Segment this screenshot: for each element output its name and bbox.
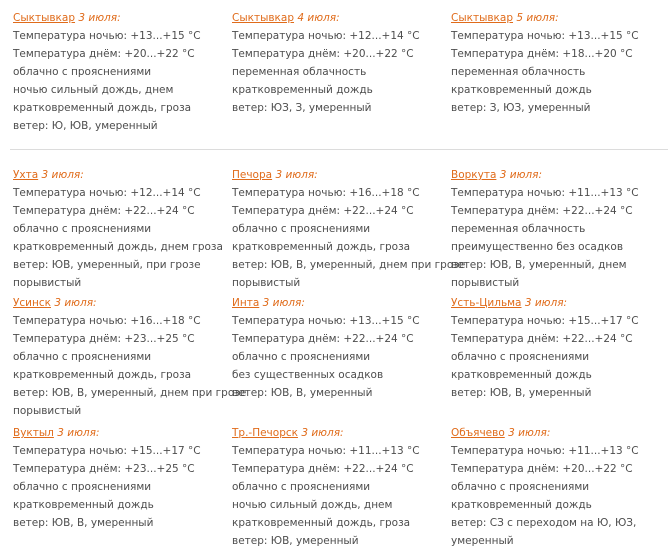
wind: ветер: ЮВ, В, умеренный, днем — [451, 259, 627, 271]
forecast-tr-pechorsk — [232, 424, 450, 550]
forecast-pechora — [232, 166, 466, 292]
precipitation: кратковременный дождь — [451, 84, 592, 96]
city-link[interactable]: Усинск — [13, 297, 51, 309]
section-divider — [10, 149, 668, 150]
wind-cont: порывистый — [451, 277, 520, 289]
precipitation: кратковременный дождь — [232, 84, 373, 96]
day-temperature: Температура днём: +23...+25 °C — [13, 333, 195, 345]
wind: ветер: СЗ с переходом на Ю, ЮЗ, — [451, 517, 637, 529]
sky-condition: облачно с прояснениями — [13, 351, 152, 363]
city-link[interactable]: Усть-Цильма — [451, 297, 522, 309]
sky-condition: облачно с прояснениями — [232, 351, 371, 363]
day-temperature: Температура днём: +22...+24 °C — [451, 205, 633, 217]
night-temperature: Температура ночью: +12...+14 °C — [13, 187, 201, 199]
night-temperature: Температура ночью: +11...+13 °C — [451, 445, 639, 457]
precipitation: кратковременный дождь, днем гроза — [13, 241, 223, 253]
precipitation: преимущественно без осадков — [451, 241, 624, 253]
night-temperature: Температура ночью: +11...+13 °C — [451, 187, 639, 199]
forecast-date: 3 июля: — [499, 169, 542, 181]
forecast-ukhta — [13, 166, 231, 292]
precipitation-cont: кратковременный дождь, гроза — [232, 517, 411, 529]
forecast-vorkuta — [451, 166, 669, 292]
forecast-date: 3 июля: — [41, 169, 84, 181]
precipitation-cont: кратковременный дождь, гроза — [13, 102, 192, 114]
day-temperature: Температура днём: +20...+22 °C — [451, 463, 633, 475]
wind: ветер: ЮВ, умеренный, при грозе — [13, 259, 201, 271]
forecast-vuktyl — [13, 424, 231, 532]
sky-condition: облачно с прояснениями — [13, 223, 152, 235]
sky-condition: облачно с прояснениями — [451, 351, 590, 363]
night-temperature: Температура ночью: +15...+17 °C — [13, 445, 201, 457]
forecast-date: 5 июля: — [516, 12, 559, 24]
sky-condition: облачно с прояснениями — [232, 481, 371, 493]
city-link[interactable]: Инта — [232, 297, 260, 309]
forecast-inta — [232, 294, 450, 402]
precipitation: кратковременный дождь, гроза — [232, 241, 411, 253]
wind: ветер: ЮВ, В, умеренный, днем при грозе — [232, 259, 466, 271]
city-link[interactable]: Печора — [232, 169, 273, 181]
day-temperature: Температура днём: +20...+22 °C — [232, 48, 414, 60]
day-temperature: Температура днём: +22...+24 °C — [232, 205, 414, 217]
night-temperature: Температура ночью: +16...+18 °C — [232, 187, 420, 199]
wind: ветер: Ю, ЮВ, умеренный — [13, 120, 158, 132]
forecast-date: 3 июля: — [54, 297, 97, 309]
precipitation: без существенных осадков — [232, 369, 384, 381]
wind: ветер: З, ЮЗ, умеренный — [451, 102, 591, 114]
city-link[interactable]: Вуктыл — [13, 427, 54, 439]
day-temperature: Температура днём: +18...+20 °C — [451, 48, 633, 60]
precipitation: кратковременный дождь — [451, 499, 592, 511]
forecast-syktyvkar-jul4 — [232, 9, 450, 117]
forecast-date: 3 июля: — [78, 12, 121, 24]
wind: ветер: ЮВ, В, умеренный — [451, 387, 592, 399]
night-temperature: Температура ночью: +13...+15 °C — [232, 315, 420, 327]
day-temperature: Температура днём: +22...+24 °C — [13, 205, 195, 217]
sky-condition: облачно с прояснениями — [451, 481, 590, 493]
forecast-date: 3 июля: — [301, 427, 344, 439]
wind-cont: порывистый — [13, 405, 82, 417]
precipitation: кратковременный дождь, гроза — [13, 369, 192, 381]
wind-cont: порывистый — [232, 277, 301, 289]
day-temperature: Температура днём: +23...+25 °C — [13, 463, 195, 475]
forecast-date: 3 июля: — [524, 297, 568, 309]
wind: ветер: ЮВ, В, умеренный, днем при грозе — [13, 387, 247, 399]
city-link[interactable]: Ухта — [13, 169, 39, 181]
forecast-date: 3 июля: — [275, 169, 318, 181]
city-link[interactable]: Объячево — [451, 427, 505, 439]
sky-condition: переменная облачность — [451, 66, 586, 78]
night-temperature: Температура ночью: +16...+18 °C — [13, 315, 201, 327]
city-link[interactable]: Сыктывкар — [451, 12, 514, 24]
day-temperature: Температура днём: +22...+24 °C — [232, 333, 414, 345]
sky-condition: облачно с прояснениями — [13, 66, 152, 78]
day-temperature: Температура днём: +22...+24 °C — [232, 463, 414, 475]
sky-condition: облачно с прояснениями — [13, 481, 152, 493]
forecast-date: 3 июля: — [262, 297, 305, 309]
forecast-date: 3 июля: — [57, 427, 100, 439]
night-temperature: Температура ночью: +11...+13 °C — [232, 445, 420, 457]
forecast-date: 4 июля: — [297, 12, 340, 24]
forecast-obyachevo — [451, 424, 669, 550]
city-link[interactable]: Тр.-Печорск — [232, 427, 298, 439]
city-link[interactable]: Воркута — [451, 169, 497, 181]
night-temperature: Температура ночью: +13...+15 °C — [451, 30, 639, 42]
wind: ветер: ЮВ, умеренный — [232, 535, 359, 547]
sky-condition: облачно с прояснениями — [232, 223, 371, 235]
precipitation: ночью сильный дождь, днем — [232, 499, 393, 511]
sky-condition: переменная облачность — [232, 66, 367, 78]
forecast-syktyvkar-jul3 — [13, 9, 231, 135]
day-temperature: Температура днём: +22...+24 °C — [451, 333, 633, 345]
forecast-date: 3 июля: — [508, 427, 551, 439]
wind-cont: порывистый — [13, 277, 82, 289]
day-temperature: Температура днём: +20...+22 °C — [13, 48, 195, 60]
precipitation: кратковременный дождь — [451, 369, 592, 381]
night-temperature: Температура ночью: +13...+15 °C — [13, 30, 201, 42]
sky-condition: переменная облачность — [451, 223, 586, 235]
wind: ветер: ЮВ, В, умеренный — [13, 517, 154, 529]
wind: ветер: ЮЗ, З, умеренный — [232, 102, 372, 114]
city-link[interactable]: Сыктывкар — [232, 12, 295, 24]
wind-cont: умеренный — [451, 535, 514, 547]
precipitation: кратковременный дождь — [13, 499, 154, 511]
wind: ветер: ЮВ, В, умеренный — [232, 387, 373, 399]
city-link[interactable]: Сыктывкар — [13, 12, 76, 24]
forecast-syktyvkar-jul5 — [451, 9, 669, 117]
night-temperature: Температура ночью: +12...+14 °C — [232, 30, 420, 42]
night-temperature: Температура ночью: +15...+17 °C — [451, 315, 639, 327]
precipitation: ночью сильный дождь, днем — [13, 84, 174, 96]
forecast-ust-tsilma — [451, 294, 669, 402]
